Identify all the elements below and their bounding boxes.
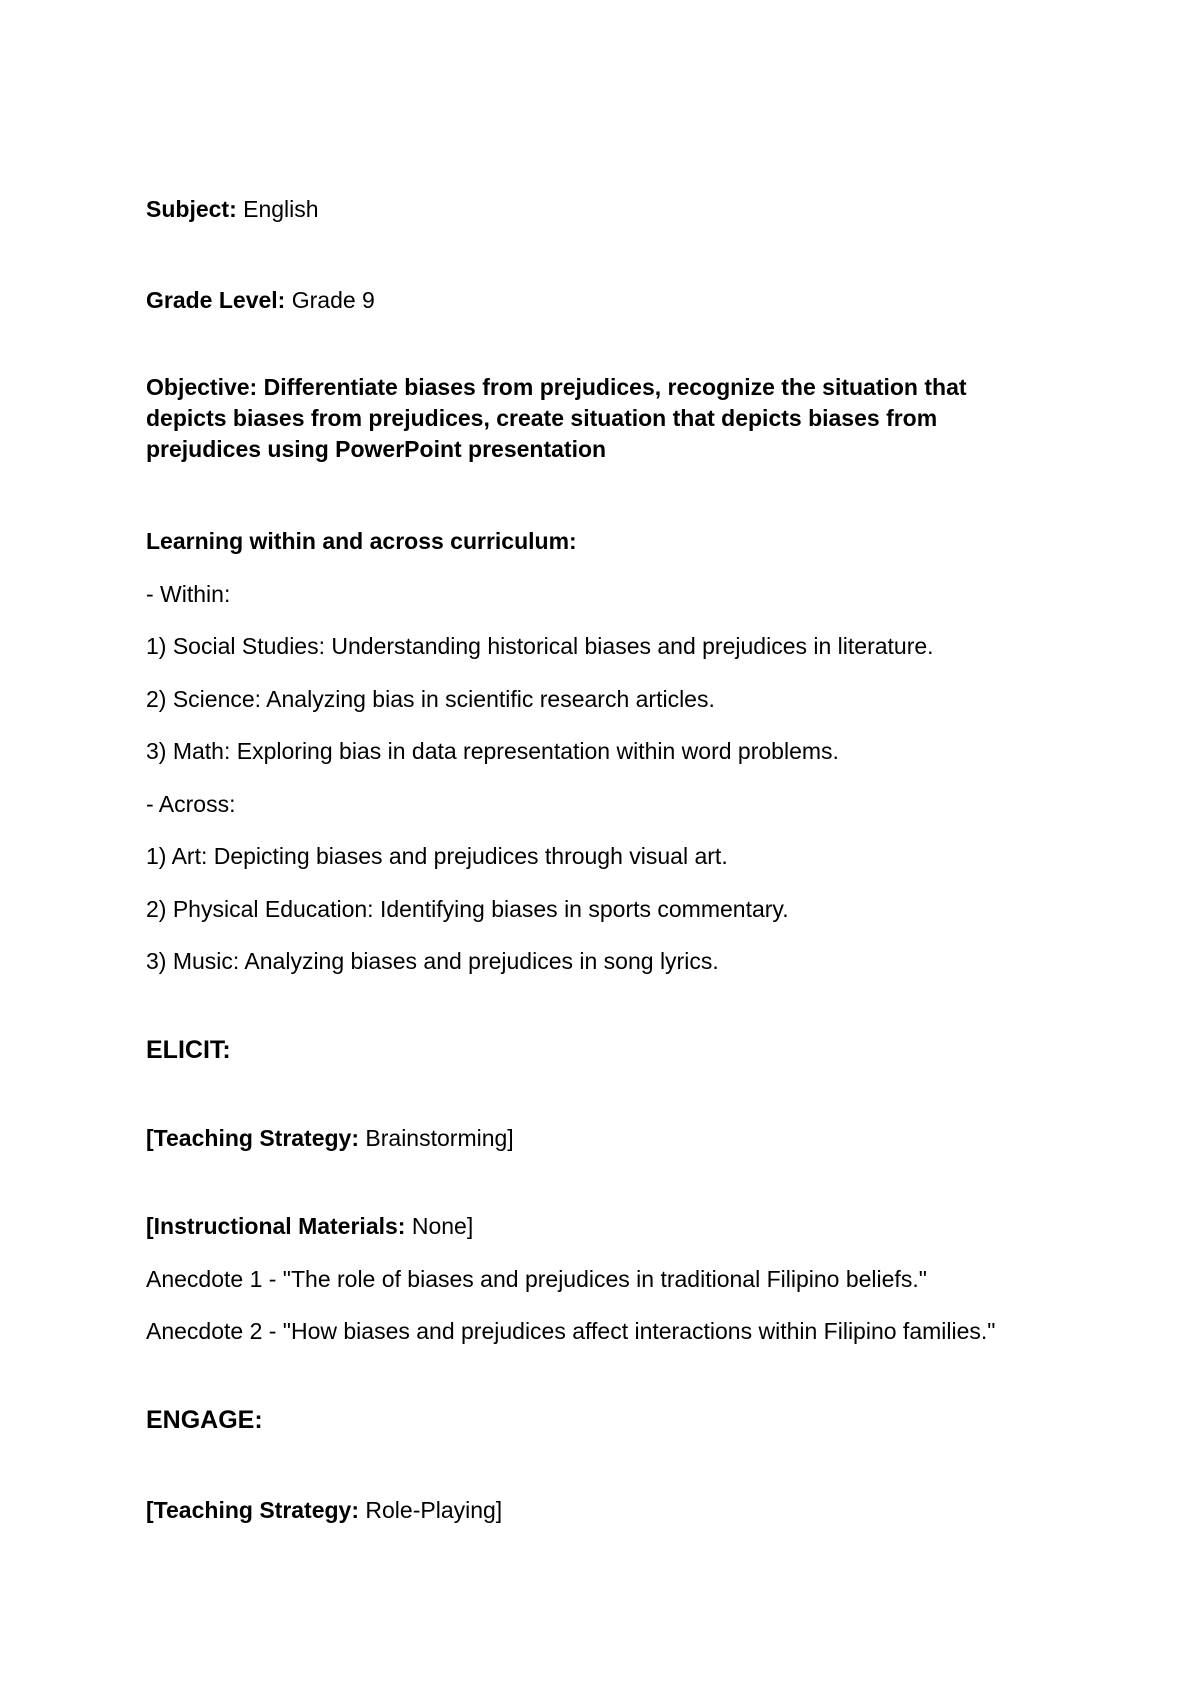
- subject-line: [146, 195, 319, 223]
- grade-level-label: Grade Level:: [146, 287, 286, 313]
- elicit-strategy-label: Teaching Strategy:: [153, 1125, 360, 1151]
- within-label: - Within:: [146, 581, 231, 607]
- grade-level-line: [146, 286, 375, 314]
- within-item: 3) Math: Exploring bias in data representation within word problems.: [146, 738, 839, 764]
- objective-value: Differentiate biases from prejudices, recognize the situation that depicts biases from prejudices, create situation that depicts biases from prejudices using PowerPoint presentation: [146, 374, 967, 462]
- across-label: - Across:: [146, 791, 236, 817]
- objective-label: Objective:: [146, 374, 258, 400]
- within-item: 1) Social Studies: Understanding historical biases and prejudices in literature.: [146, 633, 934, 659]
- engage-strategy-value: Role-Playing]: [359, 1497, 503, 1523]
- elicit-materials-line: [146, 1212, 473, 1240]
- engage-strategy-label: Teaching Strategy:: [153, 1497, 360, 1523]
- grade-level-value: Grade 9: [285, 287, 375, 313]
- anecdote-item: Anecdote 1 - "The role of biases and prejudices in traditional Filipino beliefs.": [146, 1266, 927, 1292]
- across-item: 1) Art: Depicting biases and prejudices through visual art.: [146, 843, 728, 869]
- elicit-strategy-line: [146, 1124, 514, 1152]
- elicit-materials-label: Instructional Materials:: [153, 1213, 406, 1239]
- anecdote-item: Anecdote 2 - "How biases and prejudices affect interactions within Filipino families.": [146, 1318, 996, 1344]
- bracket-open: [: [146, 1125, 154, 1151]
- across-item: 2) Physical Education: Identifying biases in sports commentary.: [146, 896, 789, 922]
- elicit-strategy-value: Brainstorming]: [359, 1125, 514, 1151]
- bracket-open: [: [146, 1213, 154, 1239]
- elicit-materials-value: None]: [405, 1213, 474, 1239]
- across-item: 3) Music: Analyzing biases and prejudices in song lyrics.: [146, 948, 719, 974]
- subject-label: Subject:: [146, 196, 237, 222]
- elicit-heading: ELICIT:: [146, 1036, 231, 1064]
- engage-heading: ENGAGE:: [146, 1406, 263, 1434]
- within-item: 2) Science: Analyzing bias in scientific research articles.: [146, 686, 715, 712]
- learning-heading: Learning within and across curriculum:: [146, 528, 577, 554]
- bracket-open: [: [146, 1497, 154, 1523]
- subject-value: English: [236, 196, 319, 222]
- objective-paragraph: [146, 372, 1046, 465]
- engage-strategy-line: [146, 1496, 502, 1524]
